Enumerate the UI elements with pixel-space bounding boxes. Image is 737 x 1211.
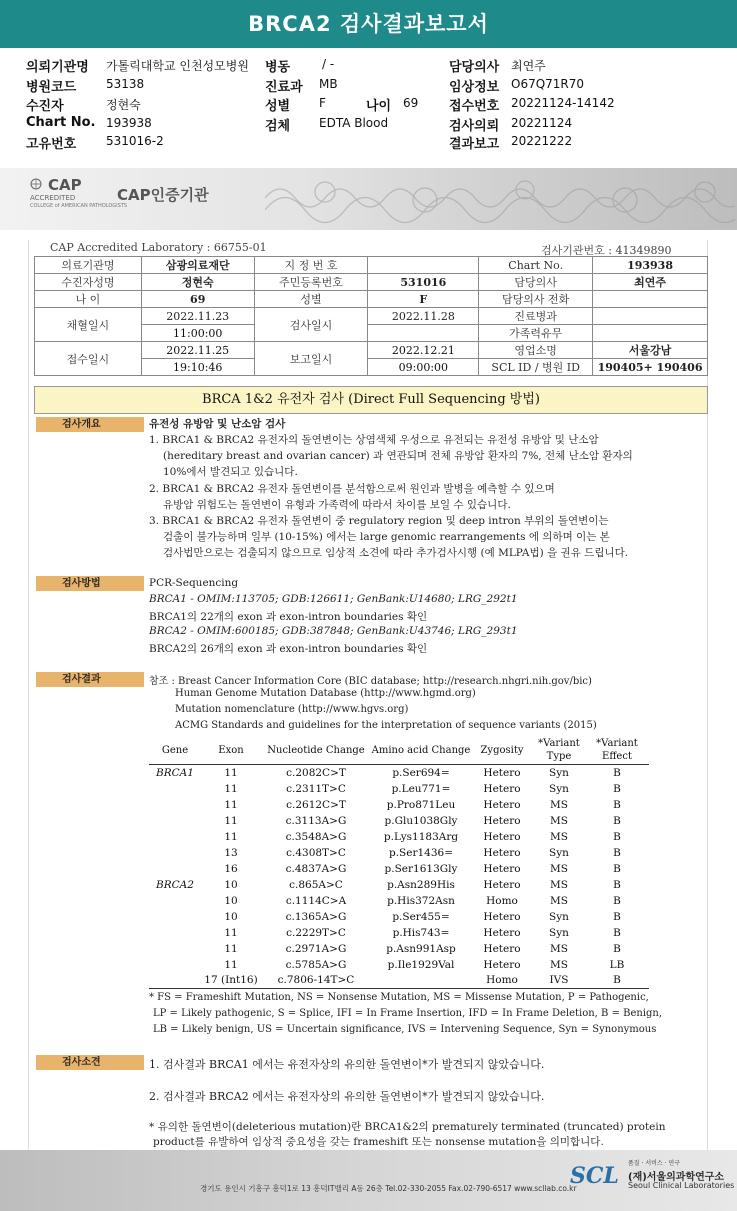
info-value: 11:00:00 — [141, 325, 254, 342]
method-line: BRCA2의 26개의 exon 과 exon-intron boundaries 확인 — [149, 643, 428, 655]
hdr-value: 69 — [403, 96, 419, 110]
overview-line: 3. BRCA1 & BRCA2 유전자 돌연변이 중 regulatory region 및 deep intron 부위의 돌연변이는 — [149, 515, 609, 527]
info-key: 나 이 — [35, 291, 142, 308]
variant-cell: Hetero — [483, 942, 521, 955]
table-row — [149, 845, 649, 861]
variant-cell: p.Lys1183Arg — [383, 830, 459, 843]
opinion-line: 2. 검사결과 BRCA2 에서는 유전자상의 유의한 돌연변이*가 발견되지 않았습니다. — [149, 1090, 545, 1103]
variant-cell: 13 — [224, 846, 238, 859]
hdr-value: 가톨릭대학교 인천성모병원 — [106, 59, 249, 73]
method-line: BRCA2 - OMIM:600185; GDB:387848; GenBank:U43746; LRG_293t1 — [149, 625, 518, 637]
hdr-value: 정현숙 — [106, 98, 141, 112]
table-row — [149, 813, 649, 829]
table-row — [149, 925, 649, 941]
info-value: 190405+ 190406 — [593, 359, 708, 376]
hdr-value: 20221124-14142 — [511, 96, 615, 110]
variant-cell: 11 — [224, 926, 238, 939]
info-value: 19:10:46 — [141, 359, 254, 376]
info-key: 담당의사 — [479, 274, 593, 291]
col-header: Zygosity — [471, 736, 533, 765]
variant-cell: MS — [550, 942, 568, 955]
table-row — [149, 973, 649, 989]
hdr-label: 고유번호 — [26, 137, 77, 152]
variant-cell — [149, 925, 201, 941]
report-title: BRCA2 검사결과보고서 — [0, 0, 737, 48]
variant-cell: Hetero — [483, 862, 521, 875]
variant-cell: Hetero — [483, 766, 521, 779]
variant-cell: Hetero — [483, 958, 521, 971]
table-row — [149, 797, 649, 813]
variant-cell: 17 (Int16) — [201, 973, 261, 989]
table-row — [149, 957, 649, 973]
variant-cell: MS — [550, 958, 568, 971]
table-row — [149, 893, 649, 909]
variant-cell: 10 — [224, 894, 238, 907]
variant-cell: Syn — [549, 926, 569, 939]
info-value — [593, 325, 708, 342]
info-value: 삼광의료재단 — [141, 257, 254, 274]
col-header: Exon — [201, 736, 261, 765]
variant-cell: MS — [550, 862, 568, 875]
section-title: BRCA 1&2 유전자 검사 (Direct Full Sequencing 방법) — [34, 386, 708, 414]
hdr-label: 검사의뢰 — [449, 119, 500, 134]
variant-cell — [149, 973, 201, 989]
variant-cell: 11 — [224, 814, 238, 827]
overview-line: 유방암 위험도는 돌연변이 유형과 가족력에 따라서 차이를 보일 수 있습니다. — [163, 499, 511, 511]
variant-cell — [371, 973, 471, 989]
scl-logo: SCL — [570, 1163, 619, 1189]
variant-cell: p.Asn289His — [387, 878, 455, 891]
variant-cell: MS — [550, 798, 568, 811]
hdr-value: MB — [319, 77, 338, 91]
variant-cell: c.2971A>G — [285, 942, 347, 955]
info-value — [593, 291, 708, 308]
patient-info-table — [34, 256, 708, 376]
variant-cell: c.4837A>G — [285, 862, 347, 875]
overview-label: 검사개요 — [36, 417, 144, 432]
variant-cell: c.2229T>C — [286, 926, 346, 939]
variant-cell: B — [613, 846, 621, 859]
info-key: SCL ID / 병원 ID — [479, 359, 593, 376]
variant-cell: B — [613, 942, 621, 955]
hdr-label: 나이 — [366, 99, 392, 114]
footer-banner — [0, 1150, 737, 1211]
footnote-line: LP = Likely pathogenic, S = Splice, IFI = In Frame Insertion, IFD = In Frame Deletion, B = Benign, — [153, 1008, 663, 1019]
variant-cell — [149, 861, 201, 877]
variant-cell: Hetero — [483, 878, 521, 891]
variant-cell: 11 — [224, 782, 238, 795]
variant-cell: Hetero — [483, 846, 521, 859]
hdr-label: 검체 — [265, 119, 291, 134]
variant-cell: c.2311T>C — [286, 782, 346, 795]
method-line: BRCA1 - OMIM:113705; GDB:126611; GenBank:U14680; LRG_292t1 — [149, 593, 518, 605]
variant-cell: 10 — [224, 878, 238, 891]
variant-cell: p.Asn991Asp — [386, 942, 456, 955]
table-row — [149, 765, 649, 781]
hdr-value: 531016-2 — [106, 134, 164, 148]
variant-cell: p.Ser455= — [392, 910, 450, 923]
overview-line: 검출이 불가능하며 일부 (10-15%) 에서는 large genomic rearrangements 에 의하며 이는 본 — [163, 531, 610, 543]
info-value: 2022.11.23 — [141, 308, 254, 325]
hdr-label: 접수번호 — [449, 99, 500, 114]
reference-line: Mutation nomenclature (http://www.hgvs.org) — [175, 704, 409, 715]
col-header: Amino acid Change — [371, 736, 471, 765]
scl-tagline: 품질 · 서비스 · 연구 — [628, 1160, 681, 1167]
info-key: 주민등록번호 — [254, 274, 368, 291]
variant-cell — [149, 829, 201, 845]
info-value: 193938 — [593, 257, 708, 274]
opinion-label: 검사소견 — [36, 1055, 144, 1070]
variant-cell: B — [613, 926, 621, 939]
variant-cell: Homo — [486, 894, 518, 907]
variant-cell — [149, 957, 201, 973]
hdr-value: 20221222 — [511, 134, 573, 148]
variant-cell — [149, 781, 201, 797]
variant-cell: MS — [550, 878, 568, 891]
variant-cell: B — [613, 910, 621, 923]
variant-table — [149, 736, 649, 989]
hdr-value: EDTA Blood — [319, 116, 389, 130]
info-key: 성별 — [254, 291, 368, 308]
hdr-label: 진료과 — [265, 80, 303, 95]
hdr-value: F — [319, 96, 326, 110]
info-value: 서울강남 — [593, 342, 708, 359]
opinion-line: 1. 검사결과 BRCA1 에서는 유전자상의 유의한 돌연변이*가 발견되지 않았습니다. — [149, 1058, 545, 1071]
variant-cell: B — [613, 798, 621, 811]
variant-cell: B — [613, 830, 621, 843]
overview-line: 1. BRCA1 & BRCA2 유전자의 돌연변이는 상염색체 우성으로 유전되는 유전성 유방암 및 난소암 — [149, 434, 599, 446]
method-line: PCR-Sequencing — [149, 577, 239, 589]
hdr-value: 193938 — [106, 116, 152, 130]
info-value: 2022.12.21 — [368, 342, 479, 359]
opinion-note: product를 유발하여 임상적 중요성을 갖는 frameshift 또는 nonsense mutation을 의미합니다. — [153, 1136, 604, 1148]
variant-cell — [149, 845, 201, 861]
variant-cell: 11 — [224, 798, 238, 811]
overview-line: (hereditary breast and ovarian cancer) 과 연관되며 전체 유방암 환자의 7%, 전체 난소암 환자의 — [163, 450, 633, 462]
table-row — [149, 909, 649, 925]
hdr-value: 20221124 — [511, 116, 573, 130]
hdr-value: / - — [322, 57, 335, 71]
variant-cell: B — [613, 878, 621, 891]
variant-cell — [149, 909, 201, 925]
reference-line: ACMG Standards and guidelines for the interpretation of sequence variants (2015) — [175, 720, 597, 731]
info-key: 접수일시 — [35, 342, 142, 376]
variant-cell: Hetero — [483, 798, 521, 811]
variant-cell: p.Ile1929Val — [387, 958, 455, 971]
cap-logo: CAP — [48, 176, 82, 194]
info-key: 검사일시 — [254, 308, 368, 342]
info-value: 531016 — [368, 274, 479, 291]
col-header: Nucleotide Change — [261, 736, 371, 765]
variant-cell: Homo — [471, 973, 533, 989]
info-value: 2022.11.25 — [141, 342, 254, 359]
overview-line: 10%에서 발견되고 있습니다. — [163, 466, 298, 478]
variant-cell: 11 — [224, 830, 238, 843]
variant-cell: p.Ser1436= — [388, 846, 453, 859]
hdr-label: 의뢰기관명 — [26, 60, 89, 75]
hdr-label: 수진자 — [26, 99, 64, 114]
opinion-note: * 유의한 돌연변이(deleterious mutation)란 BRCA1&2의 prematurely terminated (truncated) protein — [149, 1121, 666, 1133]
variant-cell: Hetero — [483, 782, 521, 795]
col-header: *Variant Effect — [585, 736, 649, 765]
hdr-label: 병원코드 — [26, 80, 77, 95]
variant-cell: Syn — [549, 910, 569, 923]
cap-accredited: ACCREDITED — [30, 194, 76, 202]
table-row — [149, 781, 649, 797]
variant-cell: 11 — [224, 766, 238, 779]
variant-cell: 11 — [224, 958, 238, 971]
variant-cell: c.865A>C — [289, 878, 343, 891]
variant-cell: p.His743= — [392, 926, 450, 939]
info-value: 2022.11.28 — [368, 308, 479, 325]
variant-cell: IVS — [533, 973, 585, 989]
cap-globe-icon — [30, 178, 42, 190]
info-value: 69 — [141, 291, 254, 308]
variant-cell: B — [613, 862, 621, 875]
variant-cell: Syn — [549, 782, 569, 795]
hdr-label: 결과보고 — [449, 137, 500, 152]
variant-cell: B — [613, 766, 621, 779]
method-line: BRCA1의 22개의 exon 과 exon-intron boundaries 확인 — [149, 611, 428, 623]
hdr-label: Chart No. — [26, 115, 96, 130]
footnote-line: LB = Likely benign, US = Uncertain significance, IVS = Intervening Sequence, Syn = Synonymous — [153, 1024, 657, 1035]
variant-cell: c.4308T>C — [286, 846, 346, 859]
variant-cell: Hetero — [483, 926, 521, 939]
hdr-label: 성별 — [265, 99, 291, 114]
variant-cell: MS — [550, 830, 568, 843]
variant-cell: p.Glu1038Gly — [384, 814, 458, 827]
variant-cell: B — [613, 894, 621, 907]
variant-cell: p.Ser694= — [392, 766, 450, 779]
variant-cell: BRCA1 — [156, 766, 194, 779]
info-key: 담당의사 전화 — [479, 291, 593, 308]
info-key: 보고일시 — [254, 342, 368, 376]
col-header: Gene — [149, 736, 201, 765]
variant-cell: LB — [609, 958, 625, 971]
table-row — [149, 829, 649, 845]
variant-cell: p.His372Asn — [387, 894, 455, 907]
hdr-label: 임상정보 — [449, 80, 500, 95]
reference-line: 참조 : Breast Cancer Information Core (BIC database; http://research.nhgri.nih.gov/bic) — [149, 676, 592, 687]
overview-line: 검사법만으로는 검출되지 않으므로 임상적 소견에 따라 추가검사시행 (예 MLPA법) 을 권유 드립니다. — [163, 547, 629, 559]
col-header: *Variant Type — [533, 736, 585, 765]
info-key: 수진자성명 — [35, 274, 142, 291]
variant-cell: p.Leu771= — [391, 782, 451, 795]
result-label: 검사결과 — [36, 672, 144, 687]
institution-number: 검사기관번호 : 41349890 — [541, 244, 672, 257]
overview-line: 2. BRCA1 & BRCA2 유전자 돌연변이를 분석함으로써 원인과 발병을 예측할 수 있으며 — [149, 483, 555, 495]
overview-heading: 유전성 유방암 및 난소암 검사 — [149, 418, 286, 430]
hdr-value: O67Q71R70 — [511, 77, 585, 91]
info-key: 영업소명 — [479, 342, 593, 359]
scl-name-en: Seoul Clinical Laboratories — [628, 1181, 735, 1190]
hdr-label: 병동 — [265, 60, 291, 75]
method-label: 검사방법 — [36, 576, 144, 591]
info-value — [593, 308, 708, 325]
variant-cell: c.2082C>T — [286, 766, 346, 779]
table-row — [149, 941, 649, 957]
variant-cell: 11 — [224, 942, 238, 955]
table-row — [149, 877, 649, 893]
variant-cell: c.1114C>A — [285, 894, 347, 907]
info-value — [368, 257, 479, 274]
variant-cell — [149, 893, 201, 909]
variant-cell: Hetero — [483, 830, 521, 843]
variant-cell: c.5785A>G — [285, 958, 347, 971]
info-key: 지 정 번 호 — [254, 257, 368, 274]
variant-cell: B — [613, 782, 621, 795]
hdr-value: 최연주 — [511, 59, 546, 73]
variant-cell: Hetero — [483, 814, 521, 827]
variant-cell: c.7806-14T>C — [261, 973, 371, 989]
info-key: 의료기관명 — [35, 257, 142, 274]
variant-cell: MS — [550, 894, 568, 907]
variant-cell: c.3548A>G — [285, 830, 347, 843]
variant-cell: p.Pro871Leu — [386, 798, 456, 811]
info-value: 정현숙 — [141, 274, 254, 291]
info-key: Chart No. — [479, 257, 593, 274]
info-key: 채혈일시 — [35, 308, 142, 342]
scl-name-ko: (재)서울의과학연구소 — [628, 1172, 725, 1183]
info-value: 최연주 — [593, 274, 708, 291]
variant-cell: c.1365A>G — [285, 910, 347, 923]
cap-college: COLLEGE of AMERICAN PATHOLOGISTS — [30, 203, 128, 209]
reference-line: Human Genome Mutation Database (http://www.hgmd.org) — [175, 688, 476, 699]
variant-cell: p.Ser1613Gly — [384, 862, 458, 875]
variant-cell: c.2612C>T — [286, 798, 346, 811]
info-value: F — [368, 291, 479, 308]
variant-cell: MS — [550, 814, 568, 827]
variant-cell — [149, 813, 201, 829]
variant-cell — [149, 941, 201, 957]
cap-cert-label: CAP인증기관 — [117, 186, 209, 204]
variant-cell: Syn — [549, 846, 569, 859]
variant-cell: 10 — [224, 910, 238, 923]
variant-cell — [149, 797, 201, 813]
info-value: 09:00:00 — [368, 359, 479, 376]
variant-cell: 16 — [224, 862, 238, 875]
footer-address: 경기도 용인시 기흥구 흥덕1로 13 흥덕IT밸리 A동 26층 Tel.02-330-2055 Fax.02-790-6517 www.scllab.co.kr — [200, 1184, 577, 1193]
footnote-line: * FS = Frameshift Mutation, NS = Nonsense Mutation, MS = Missense Mutation, P = Pathogenic, — [149, 992, 649, 1003]
hdr-label: 담당의사 — [449, 60, 500, 75]
variant-cell: Syn — [549, 766, 569, 779]
variant-cell: B — [613, 814, 621, 827]
variant-cell: BRCA2 — [156, 878, 194, 891]
info-value — [368, 325, 479, 342]
table-row — [149, 861, 649, 877]
cap-lab-number: CAP Accredited Laboratory : 66755-01 — [50, 241, 267, 254]
hdr-value: 53138 — [106, 77, 145, 91]
variant-cell: c.3113A>G — [285, 814, 347, 827]
info-key: 가족력유무 — [479, 325, 593, 342]
variant-cell: B — [585, 973, 649, 989]
variant-cell: Hetero — [483, 910, 521, 923]
wave-pattern-icon — [265, 170, 735, 228]
info-key: 진료병과 — [479, 308, 593, 325]
